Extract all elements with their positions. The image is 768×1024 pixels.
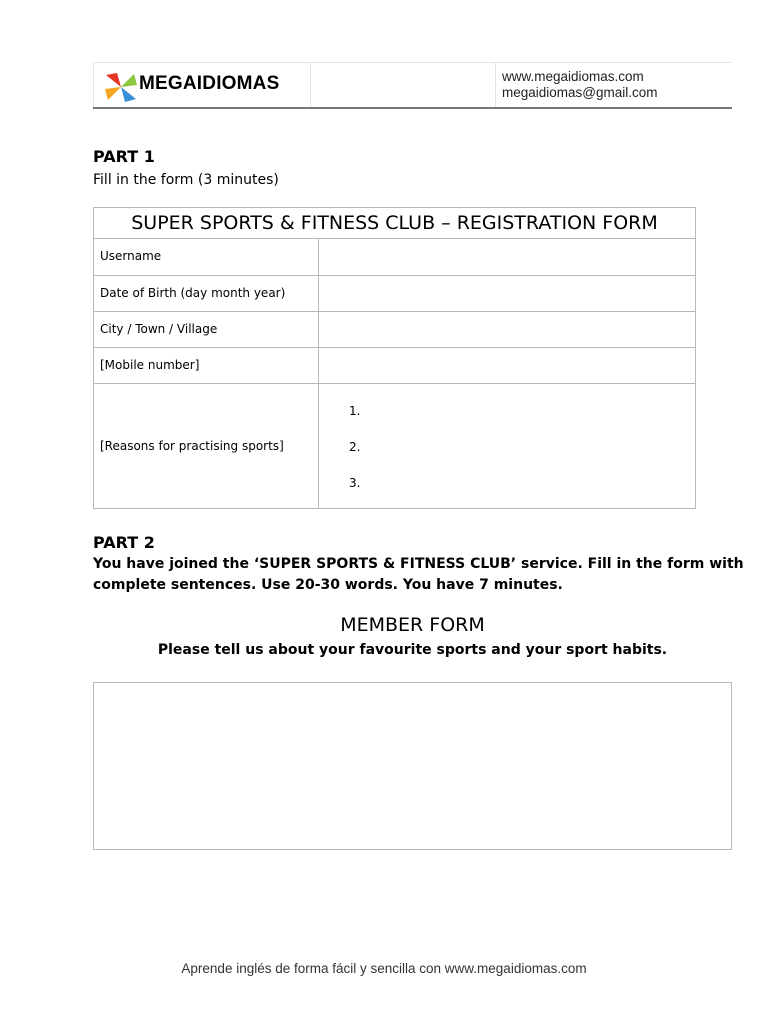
form-row-city [94,312,695,348]
field-label: [Reasons for practising sports] [100,439,284,453]
contact-info [502,69,658,100]
city-field[interactable] [318,312,695,347]
website-link[interactable]: www.megaidiomas.com [502,69,644,84]
reason-item-2: 2. [349,440,361,454]
page-header [93,62,732,109]
field-label: [Mobile number] [100,358,200,372]
mobile-number-field[interactable] [318,348,695,383]
member-answer-box[interactable] [93,682,732,850]
part1-instruction: Fill in the form (3 minutes) [93,172,279,188]
part1-heading: PART 1 [93,147,155,166]
field-label: Date of Birth (day month year) [100,286,286,300]
part2-instruction-line2: complete sentences. Use 20-30 words. You have 7 minutes. [93,577,563,593]
date-of-birth-field[interactable] [318,276,695,311]
logo-cell [93,63,311,107]
part2-heading: PART 2 [93,533,155,552]
field-label: City / Town / Village [100,322,218,336]
member-form-subtitle: Please tell us about your favourite sports and your sport habits. [157,642,668,658]
username-field[interactable] [318,239,695,275]
email-link[interactable]: megaidiomas@gmail.com [502,84,658,100]
header-spacer [309,63,496,107]
reason-item-1: 1. [349,404,361,418]
form-row-mobile [94,348,695,384]
page-footer: Aprende inglés de forma fácil y sencilla con www.megaidiomas.com [181,961,587,976]
pinwheel-logo-icon [104,71,138,103]
registration-form [93,207,696,509]
part2-instruction-line1: You have joined the ‘SUPER SPORTS & FITNESS CLUB’ service. Fill in the form with [93,556,744,572]
form-row-username [94,239,695,276]
form-row-reasons [94,384,695,508]
field-label: Username [100,249,162,263]
reasons-field[interactable] [318,384,695,508]
form-row-date-of-birth [94,276,695,312]
reason-item-3: 3. [349,476,361,490]
registration-form-title: SUPER SPORTS & FITNESS CLUB – REGISTRATION FORM [94,208,695,239]
member-form-title: MEMBER FORM [340,614,485,636]
brand-name: MEGAIDIOMAS [139,73,280,94]
